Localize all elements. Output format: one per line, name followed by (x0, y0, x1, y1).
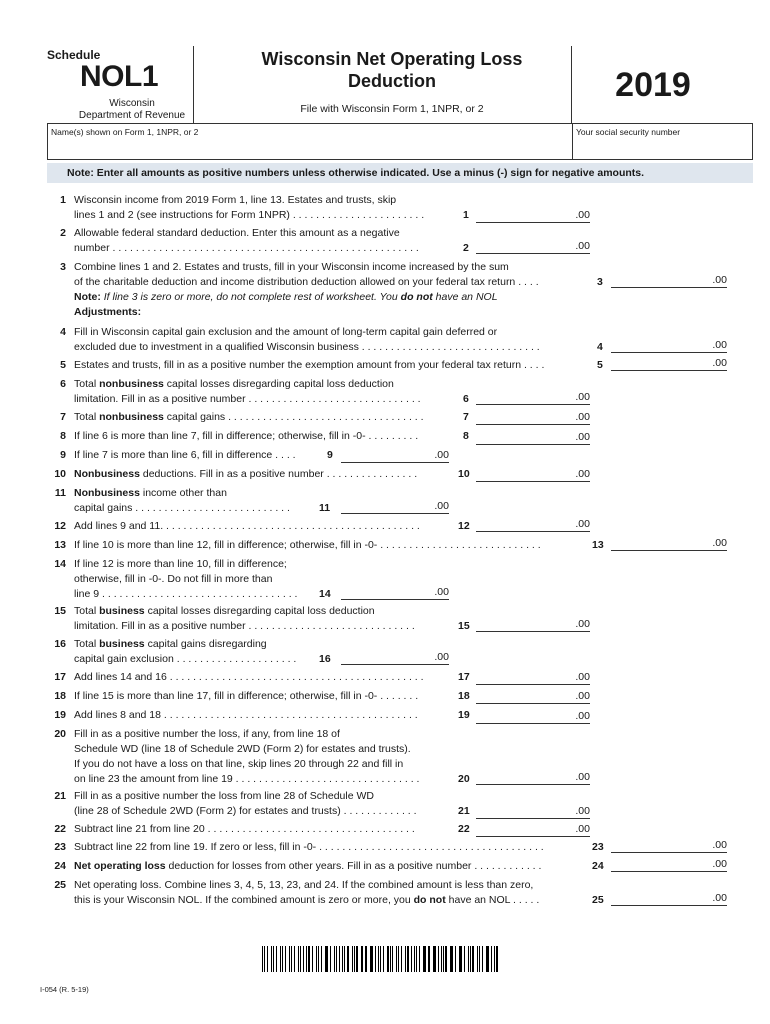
form-code: NOL1 (80, 60, 159, 93)
barcode-bar (306, 946, 307, 972)
line-text: Combine lines 1 and 2. Estates and trusts, fill in your Wisconsin income increased by the sum (74, 261, 509, 273)
text-part: Total (74, 638, 97, 650)
barcode-bar (496, 946, 498, 972)
name-field-label: Name(s) shown on Form 1, 1NPR, or 2 (51, 127, 199, 137)
line-text: Wisconsin income from 2019 Form 1, line 13. Estates and trusts, skip (74, 194, 397, 206)
line-text: Net operating loss. Combine lines 3, 4, 5, 13, 23, and 24. If the combined amount is less than zero, (74, 879, 534, 891)
barcode-bar (491, 946, 492, 972)
barcode-bar (267, 946, 268, 972)
text-part: have an NOL . . . . . (448, 894, 540, 906)
box-number: 25 (592, 894, 604, 906)
line-25 (0, 878, 770, 910)
ssn-field-label: Your social security number (576, 127, 681, 137)
title-line1: Wisconsin Net Operating Loss (261, 49, 523, 69)
line-3-note (74, 290, 498, 305)
line-4 (0, 325, 770, 357)
dept-line2: Department of Revenue (78, 110, 186, 121)
barcode-bar (486, 946, 487, 972)
barcode-bar (282, 946, 283, 972)
line-number: 13 (54, 539, 66, 551)
box-number: 6 (463, 393, 469, 405)
line-text (74, 859, 541, 874)
barcode-bar (387, 946, 389, 972)
line-24 (0, 859, 770, 876)
box-number: 18 (458, 690, 470, 702)
barcode-bar (347, 946, 349, 972)
line-text: If line 15 is more than line 17, fill in difference; otherwise, fill in -0- . . . . . . . (74, 690, 419, 702)
line-text: otherwise, fill in -0-. Do not fill in more than (74, 573, 273, 585)
line-number: 6 (60, 378, 66, 390)
line-number: 4 (60, 326, 66, 338)
box-number: 24 (592, 860, 604, 872)
barcode-bar (438, 946, 439, 972)
barcode-bar (472, 946, 474, 972)
line-number: 16 (54, 638, 66, 650)
box-number: 4 (597, 341, 603, 353)
line-11-amount[interactable]: .00 (341, 499, 449, 514)
line-8 (0, 429, 770, 446)
box-number: 3 (597, 276, 603, 288)
barcode-bar (344, 946, 345, 972)
barcode-bar (450, 946, 451, 972)
name-input[interactable] (51, 138, 566, 158)
barcode-bar (423, 946, 424, 972)
line-text (74, 467, 417, 482)
barcode-bar (479, 946, 480, 972)
barcode-bar (464, 946, 465, 972)
barcode-bar (460, 946, 461, 972)
text-part: deductions. Fill in as a positive number . . . . . . . . . . . . . . . . (142, 468, 418, 480)
barcode-bar (334, 946, 335, 972)
barcode-bar (414, 946, 415, 972)
line-4-amount[interactable]: .00 (611, 338, 727, 353)
line-text (74, 637, 267, 652)
line-number: 10 (54, 468, 66, 480)
box-number: 9 (327, 449, 333, 461)
line-number: 23 (54, 841, 66, 853)
text-part: capital losses disregarding capital loss deduction (147, 605, 375, 617)
barcode-bar (398, 946, 399, 972)
line-6 (0, 377, 770, 409)
barcode-bar (407, 946, 409, 972)
line-text: (line 28 of Schedule 2WD (Form 2) for estates and trusts) . . . . . . . . . . . . . (74, 805, 417, 817)
line-text (74, 893, 539, 908)
barcode-bar (411, 946, 412, 972)
form-title (212, 48, 572, 92)
barcode-bar (336, 946, 337, 972)
barcode-bar (352, 946, 353, 972)
barcode-bar (396, 946, 397, 972)
box-number: 21 (458, 805, 470, 817)
box-number: 14 (319, 588, 331, 600)
line-20-amount[interactable]: .00 (476, 770, 590, 785)
line-text: Estates and trusts, fill in as a positive number the exemption amount from your federal tax return . . . . (74, 359, 545, 371)
box-number: 19 (458, 709, 470, 721)
barcode-bar (312, 946, 313, 972)
barcode-bar (380, 946, 381, 972)
line-8-amount[interactable]: .00 (476, 430, 590, 445)
barcode-bar (494, 946, 495, 972)
line-number: 5 (60, 359, 66, 371)
line-text: line 9 . . . . . . . . . . . . . . . . . . . . . . . . . . . . . . . . . . (74, 588, 298, 600)
box-number: 16 (319, 653, 331, 665)
line-23 (0, 840, 770, 857)
line-text: Add lines 9 and 11. . . . . . . . . . . . . . . . . . . . . . . . . . . . . . . . . . . . . . . . . . . . . (74, 520, 420, 532)
box-number: 20 (458, 773, 470, 785)
line-text (74, 604, 375, 619)
line-text: Fill in as a positive number the loss, if any, from line 18 of (74, 728, 340, 740)
instruction-note: Note: Enter all amounts as positive numbers unless otherwise indicated. Use a minus (-) sign for negative amounts. (47, 163, 753, 183)
line-3 (0, 260, 770, 322)
barcode-bar (294, 946, 295, 972)
text-part: capital gains . . . . . . . . . . . . . . . . . . . . . . . . . . . . . . . . . . (166, 411, 424, 423)
line-1 (0, 193, 770, 225)
line-text: Add lines 14 and 16 . . . . . . . . . . . . . . . . . . . . . . . . . . . . . . . . . . . . . . . . . . . . (74, 671, 424, 683)
line-number: 7 (60, 411, 66, 423)
line-text: capital gain exclusion . . . . . . . . . . . . . . . . . . . . . (74, 653, 297, 665)
line-19 (0, 708, 770, 725)
name-ssn-box (47, 123, 753, 160)
barcode-image (262, 946, 500, 972)
line-text: limitation. Fill in as a positive number . . . . . . . . . . . . . . . . . . . . . . . . . . . . . (74, 620, 415, 632)
barcode-bar (276, 946, 277, 972)
barcode-bar (451, 946, 453, 972)
barcode-bar (291, 946, 292, 972)
line-text: If you do not have a loss on that line, skip lines 20 through 22 and fill in (74, 758, 404, 770)
note-end: have an NOL (435, 291, 498, 303)
barcode-bar (390, 946, 391, 972)
box-number: 2 (463, 242, 469, 254)
line-number: 24 (54, 860, 66, 872)
line-text: on line 23 the amount from line 19 . . . . . . . . . . . . . . . . . . . . . . . . . . . . . . . . (74, 773, 420, 785)
name-ssn-divider (572, 124, 573, 159)
line-text: Allowable federal standard deduction. Enter this amount as a negative (74, 227, 400, 239)
line-16-amount[interactable]: .00 (341, 650, 449, 665)
barcode-bar (356, 946, 357, 972)
barcode-bar (428, 946, 430, 972)
line-6-amount[interactable]: .00 (476, 390, 590, 405)
box-number: 22 (458, 823, 470, 835)
box-number: 8 (463, 430, 469, 442)
line-3-amount[interactable]: .00 (611, 273, 727, 288)
line-text: of the charitable deduction and income distribution deduction allowed on your federal tax return . . . . (74, 276, 539, 288)
barcode-bar (487, 946, 488, 972)
barcode-bar (285, 946, 287, 972)
text-part: income other than (142, 487, 227, 499)
barcode-bar (316, 946, 317, 972)
text-bold: Nonbusiness (74, 487, 140, 499)
line-2-amount[interactable]: .00 (476, 239, 590, 254)
line-text (74, 410, 424, 425)
line-20 (0, 727, 770, 789)
barcode-bar (370, 946, 371, 972)
barcode-bar (330, 946, 331, 972)
barcode-bar (271, 946, 273, 972)
barcode-bar (354, 946, 355, 972)
box-number: 10 (458, 468, 470, 480)
box-number: 11 (319, 502, 331, 514)
barcode-bar (375, 946, 376, 972)
line-23-amount[interactable]: .00 (611, 838, 727, 853)
form-revision-code: I-054 (R. 5-19) (40, 985, 89, 994)
barcode-bar (482, 946, 483, 972)
line-text: limitation. Fill in as a positive number . . . . . . . . . . . . . . . . . . . . . . . . . . . . . . (74, 393, 421, 405)
file-with-note: File with Wisconsin Form 1, 1NPR, or 2 (300, 103, 484, 115)
barcode-bar (326, 946, 328, 972)
barcode-bar (342, 946, 343, 972)
note-text: If line 3 is zero or more, do not complete rest of worksheet. You (103, 291, 398, 303)
barcode-bar (325, 946, 326, 972)
barcode-bar (468, 946, 469, 972)
line-text (74, 486, 227, 501)
barcode-bar (273, 946, 274, 972)
line-18-amount[interactable]: .00 (476, 689, 590, 704)
line-text: Fill in Wisconsin capital gain exclusion and the amount of long-term capital gain deferred or (74, 326, 498, 338)
barcode-bar (455, 946, 456, 972)
text-bold: business (99, 605, 145, 617)
line-text: Schedule WD (line 18 of Schedule 2WD (Form 2) for estates and trusts). (74, 743, 411, 755)
barcode-bar (362, 946, 363, 972)
text-bold: do not (413, 894, 446, 906)
barcode-bar (445, 946, 446, 972)
line-text: excluded due to investment in a qualified Wisconsin business . . . . . . . . . . . . . . . . . . . . . . . . . . . . . . . (74, 341, 540, 353)
barcode-bar (361, 946, 362, 972)
line-number: 11 (54, 487, 66, 499)
line-text: Subtract line 22 from line 19. If zero or less, fill in -0- . . . . . . . . . . . . . . . . . . . . . . . . . . . . . . . . . . . . . . . (74, 841, 544, 853)
line-19-amount[interactable]: .00 (476, 709, 590, 724)
text-part: capital losses disregarding capital loss deduction (166, 378, 394, 390)
barcode-bar (419, 946, 420, 972)
line-text: If line 12 is more than line 10, fill in difference; (74, 558, 287, 570)
line-21 (0, 789, 770, 821)
barcode-bar (470, 946, 471, 972)
text-part: this is your Wisconsin NOL. If the combined amount is zero or more, you (74, 894, 411, 906)
line-22-amount[interactable]: .00 (476, 822, 590, 837)
text-bold: Net operating loss (74, 860, 166, 872)
text-part: Total (74, 605, 97, 617)
barcode-bar (300, 946, 301, 972)
barcode-bar (443, 946, 444, 972)
line-10-amount[interactable]: .00 (476, 467, 590, 482)
line-number: 17 (54, 671, 66, 683)
line-24-amount[interactable]: .00 (611, 857, 727, 872)
box-number: 13 (592, 539, 604, 551)
barcode-bar (371, 946, 372, 972)
line-9-amount[interactable]: .00 (341, 448, 449, 463)
ssn-input[interactable] (576, 138, 748, 158)
barcode-bar (289, 946, 290, 972)
text-bold: business (99, 638, 145, 650)
line-13 (0, 538, 770, 555)
box-number: 23 (592, 841, 604, 853)
box-number: 12 (458, 520, 470, 532)
note-label: Note: (74, 291, 101, 303)
line-number: 15 (54, 605, 66, 617)
text-bold: nonbusiness (99, 378, 164, 390)
line-number: 2 (60, 227, 66, 239)
line-22 (0, 822, 770, 839)
line-7 (0, 410, 770, 427)
barcode-bar (383, 946, 384, 972)
dept-line1: Wisconsin (109, 98, 155, 109)
barcode-bar (477, 946, 478, 972)
line-10 (0, 467, 770, 484)
barcode-bar (262, 946, 263, 972)
line-text: Fill in as a positive number the loss from line 28 of Schedule WD (74, 790, 374, 802)
barcode-bar (405, 946, 406, 972)
barcode-bar (321, 946, 322, 972)
box-number: 5 (597, 359, 603, 371)
barcode-bar (303, 946, 304, 972)
line-number: 14 (54, 558, 66, 570)
line-text (74, 377, 394, 392)
line-number: 20 (54, 728, 66, 740)
line-number: 3 (60, 261, 66, 273)
line-16 (0, 637, 770, 669)
line-25-amount[interactable]: .00 (611, 891, 727, 906)
note-bold: do not (400, 291, 433, 303)
adjustments-heading: Adjustments: (74, 306, 142, 318)
line-9 (0, 448, 770, 465)
box-number: 15 (458, 620, 470, 632)
line-18 (0, 689, 770, 706)
line-number: 12 (54, 520, 66, 532)
line-text: number . . . . . . . . . . . . . . . . . . . . . . . . . . . . . . . . . . . . . . . . . . . . . . . . . . . . . (74, 242, 419, 254)
line-21-amount[interactable]: .00 (476, 804, 590, 819)
barcode-bar (280, 946, 281, 972)
barcode-bar (434, 946, 435, 972)
text-part: capital gains disregarding (147, 638, 267, 650)
header-divider-left (193, 46, 194, 123)
line-number: 22 (54, 823, 66, 835)
text-part: Total (74, 378, 97, 390)
line-number: 19 (54, 709, 66, 721)
title-line2: Deduction (348, 71, 436, 91)
text-bold: Nonbusiness (74, 468, 140, 480)
barcode-bar (401, 946, 402, 972)
barcode-bar (459, 946, 460, 972)
line-text: If line 7 is more than line 6, fill in difference . . . . (74, 449, 296, 461)
barcode-bar (365, 946, 367, 972)
line-12 (0, 519, 770, 536)
barcode-bar (308, 946, 310, 972)
text-bold: nonbusiness (99, 411, 164, 423)
line-text: capital gains . . . . . . . . . . . . . . . . . . . . . . . . . . . (74, 502, 290, 514)
line-13-amount[interactable]: .00 (611, 536, 727, 551)
box-number: 7 (463, 411, 469, 423)
line-12-amount[interactable]: .00 (476, 517, 590, 532)
line-number: 25 (54, 879, 66, 891)
barcode-bar (378, 946, 379, 972)
line-5-amount[interactable]: .00 (611, 356, 727, 371)
barcode-bar (441, 946, 442, 972)
line-text: If line 10 is more than line 12, fill in difference; otherwise, fill in -0- . . . . . . . . . . . . . . . . . . . . . . . . . . . . (74, 539, 541, 551)
department-name (52, 98, 212, 122)
barcode-bar (416, 946, 417, 972)
box-number: 1 (463, 209, 469, 221)
line-5 (0, 358, 770, 375)
line-15-amount[interactable]: .00 (476, 617, 590, 632)
line-text: Add lines 8 and 18 . . . . . . . . . . . . . . . . . . . . . . . . . . . . . . . . . . . . . . . . . . . . (74, 709, 418, 721)
line-number: 8 (60, 430, 66, 442)
line-14 (0, 557, 770, 604)
barcode-bar (392, 946, 393, 972)
line-2 (0, 226, 770, 258)
barcode-bar (339, 946, 340, 972)
line-11 (0, 486, 770, 518)
line-17 (0, 670, 770, 687)
barcode-bar (298, 946, 299, 972)
barcode-bar (433, 946, 434, 972)
line-text: If line 6 is more than line 7, fill in difference; otherwise, fill in -0- . . . . . . . . . (74, 430, 419, 442)
line-number: 18 (54, 690, 66, 702)
line-number: 9 (60, 449, 66, 461)
schedule-label: Schedule (47, 48, 101, 62)
tax-year: 2019 (615, 66, 691, 104)
box-number: 17 (458, 671, 470, 683)
line-7-amount[interactable]: .00 (476, 410, 590, 425)
line-15 (0, 604, 770, 636)
line-number: 21 (54, 790, 66, 802)
line-17-amount[interactable]: .00 (476, 670, 590, 685)
text-part: Total (74, 411, 97, 423)
barcode-bar (264, 946, 265, 972)
line-text: lines 1 and 2 (see instructions for Form 1NPR) . . . . . . . . . . . . . . . . . . . . . . . (74, 209, 425, 221)
barcode-bar (424, 946, 425, 972)
line-1-amount[interactable]: .00 (476, 208, 590, 223)
text-part: deduction for losses from other years. Fill in as a positive number . . . . . . . . . . . . (168, 860, 542, 872)
barcode-bar (318, 946, 319, 972)
line-14-amount[interactable]: .00 (341, 585, 449, 600)
line-number: 1 (60, 194, 66, 206)
line-text: Subtract line 21 from line 20 . . . . . . . . . . . . . . . . . . . . . . . . . . . . . . . . . . . . (74, 823, 415, 835)
